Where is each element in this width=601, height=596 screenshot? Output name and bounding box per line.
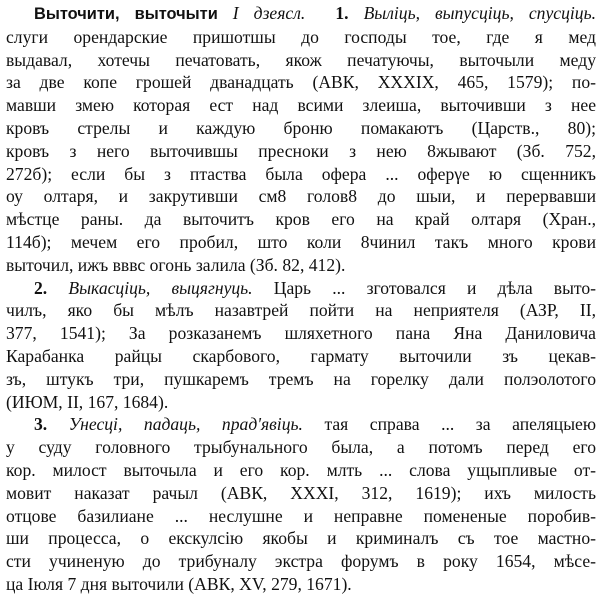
sense-definition-3: Унесці, падаць, прад'явіць. <box>68 414 303 435</box>
sense-3-line: ши процесса, о екскулсію якобы и криминалъ съ тое мастно- <box>6 528 596 549</box>
sense-2-line: 377, 1541); За розказанемъ шляхетного пана Яна Даниловича <box>6 323 596 344</box>
sense-3-first-line <box>6 413 596 436</box>
sense-3-line: тая справа ... за апеляцыею <box>324 414 596 435</box>
sense-1-line: выточил, ижъ вввс огонь залила (Зб. 82, 412). <box>6 254 346 275</box>
sense-1-line: за две копе грошей дванадцать (АВК, XXXIX, 465, 1579); по- <box>6 72 596 93</box>
sense-number-2: 2. <box>34 277 48 298</box>
sense-1-line: мавши змею которая ест над всими злеишa, выточивши з нее <box>6 95 596 116</box>
headword: Выточити, выточыти <box>34 5 218 23</box>
sense-1-line: 272б); если бы з птаства была офера ... оферγе ю сщенникъ <box>6 163 596 184</box>
sense-1-line: оу олтаря, и закрутивши см8 голов8 до шыи, и перервавши <box>6 186 596 207</box>
sense-2-first-line <box>6 277 596 300</box>
sense-3-line: у суду головного трыбунального была, а потомъ перед его <box>6 437 596 458</box>
sense-1-line: кровъ з него выточившы пресноки з нею 8жывают (Зб. 752, <box>6 140 596 161</box>
sense-1-line: 114б); мечем его пробил, што коли 8чинил такъ много крови <box>6 231 596 252</box>
sense-2-line: зъ, штукъ три, пушкаремъ тремъ на горелку дали полэолотого <box>6 368 596 389</box>
sense-3-line: кор. милост выточыла и его кор. млть ... слова ущыпливые от- <box>6 459 596 480</box>
sense-2-line: (ИЮМ, II, 167, 1684). <box>6 391 169 412</box>
sense-3-line: ца Іюля 7 дня выточили (АВК, XV, 279, 1671). <box>6 573 352 594</box>
sense-1-line: мѣстце раны. да выточитъ кров его на край олтаря (Хран., <box>6 209 596 230</box>
sense-2-line: Царь ... зготовался и дѣла выто- <box>273 277 597 298</box>
sense-1-line: выдавал, хотечы печатовать, якож печатуючы, выточыли меду <box>6 49 596 70</box>
sense-number-3: 3. <box>34 414 48 435</box>
sense-2-line: чилъ, яко бы мѣлъ назавтрей пойти на неприятеля (АЗР, II, <box>6 300 596 321</box>
sense-definition-1: Выліць, выпусціць, спусціць. <box>363 3 596 23</box>
sense-1-line: слуги орендарские пришотшы до господы тое, где я мед <box>6 26 596 47</box>
dictionary-entry <box>6 2 596 596</box>
sense-3-line: сти учиненую до трибуналу экстра форумъ в року 1654, мѣсе- <box>6 551 596 572</box>
sense-3-line: отцове базилиане ... неслушне и неправне помененые поробив- <box>6 505 596 526</box>
sense-2-line: Карабанка райцы скарбового, гармату выточили зъ цекав- <box>6 345 596 366</box>
grammar-note: I дзеясл. <box>232 3 306 23</box>
entry-line-1 <box>6 2 596 26</box>
sense-definition-2: Выкасціць, выцягнуць. <box>68 277 253 298</box>
sense-number-1: 1. <box>335 3 349 23</box>
sense-1-line: кровъ стрелы и каждую броню помакаютъ (Царств., 80); <box>6 117 596 138</box>
sense-3-line: мовит наказат рачыл (АВК, XXXI, 312, 1619); ихъ милость <box>6 482 596 503</box>
